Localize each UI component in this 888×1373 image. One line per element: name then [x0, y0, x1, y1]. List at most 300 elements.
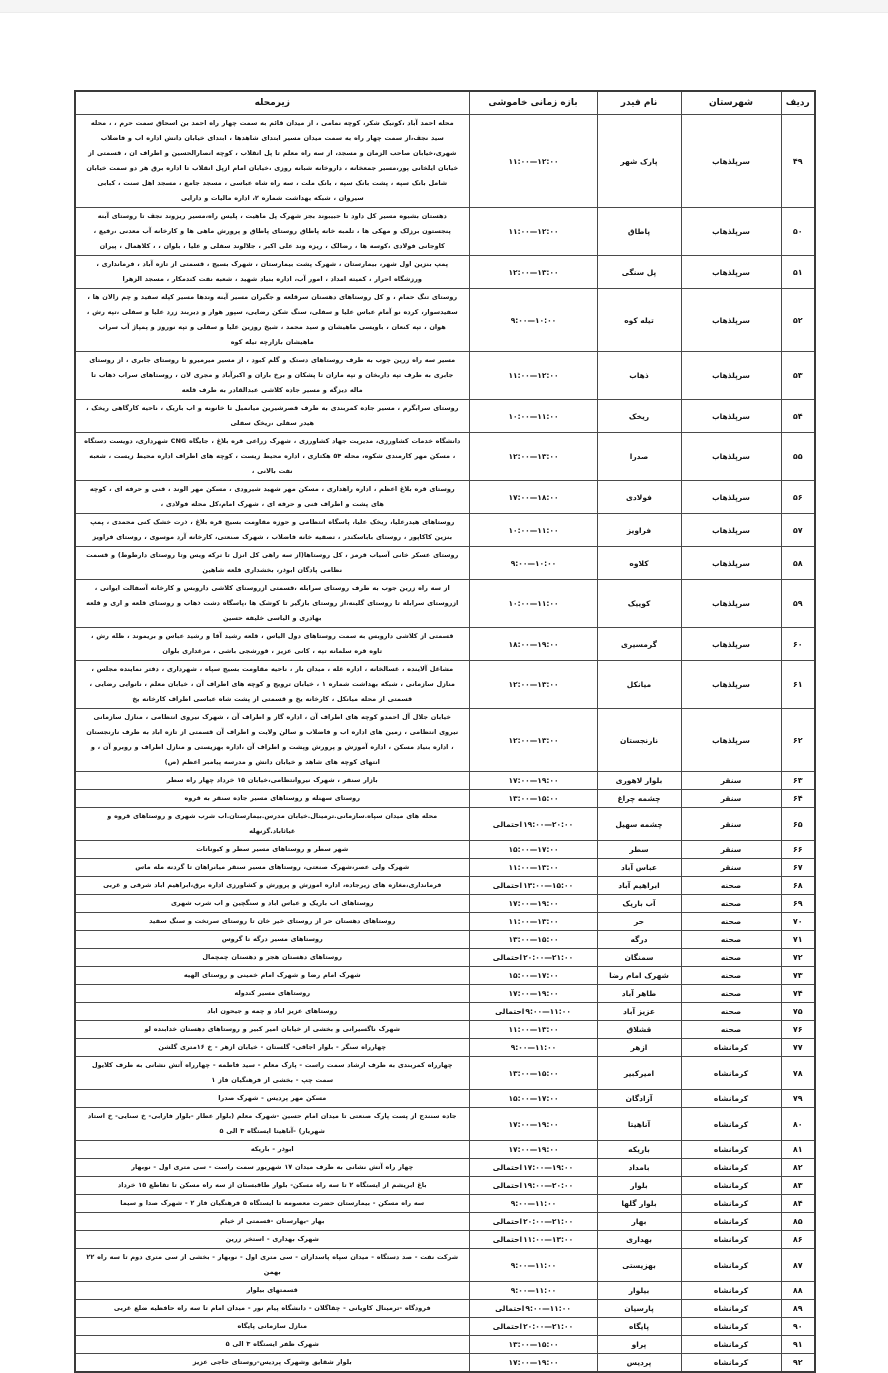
outage-time-cell [469, 790, 597, 808]
row-number-cell: ۸۲ [781, 1159, 815, 1177]
row-number-cell: ۷۲ [781, 949, 815, 967]
outage-time-range: ۱۲:۰۰—۱۳:۰۰ [508, 735, 559, 745]
top-gray-strip [0, 0, 888, 13]
table-row [75, 514, 815, 547]
table-row [75, 895, 815, 913]
outage-time-cell [469, 859, 597, 877]
subarea-cell: باغ ابریشم از ایستگاه ۲ تا سه راه مسکن- بلوار طاقبستان از سه راه مسکن تا تقاطع ۱۵ خرداد [75, 1177, 469, 1195]
row-number-cell: ۷۰ [781, 913, 815, 931]
outage-time-cell [469, 628, 597, 661]
subarea-cell: شهرک بهداری - استخر زرین [75, 1231, 469, 1249]
outage-time-range: ۹:۰۰—۱۱:۰۰ [525, 1007, 571, 1016]
row-number-cell: ۷۸ [781, 1057, 815, 1090]
county-cell: سنقر [681, 841, 781, 859]
outage-time-range: ۱۷:۰۰—۱۹:۰۰ [508, 776, 559, 785]
outage-probable-note: احتمالی [492, 1322, 523, 1331]
row-number-cell: ۵۸ [781, 547, 815, 580]
table-row [75, 256, 815, 289]
outage-time-range: ۱۷:۰۰—۱۹:۰۰ [523, 1163, 574, 1172]
subarea-cell: روستای سرابگرم ، مسیر جاده کمربندی به طرف قصرشیرین میانمیل تا خانونه و اب باریک ، ناحیه کارگاهی ریخک ، هیدر سفلی ،ریخک سفلی [75, 400, 469, 433]
row-number-cell: ۵۴ [781, 400, 815, 433]
feeder-cell: درگه [597, 931, 681, 949]
subarea-cell: خیابان جلال آل احمدو کوچه های اطراف آن ، اداره گاز و اطراف آن ، شهرک نیروی انتظامی ، منازل سازمانی نیروی انتظامی ، زمین های اداره اب و فاضلاب و سالن ولایت و اطراف آن قسمتی از تازه اباد به طرف نارنجستان ، اداره بنیاد مسکن ، اداره آموزش و پرورش وپشت و اطراف آن ،اداره بهزیستی و منازل اطراف و روبرو آن ، و انتهای کوچه های شاهد و خیابان دانش و مدرسه پیامبر اعظم (ص) [75, 709, 469, 772]
table-row [75, 913, 815, 931]
col-header-feeder: نام فیدر [597, 91, 681, 115]
outage-time-cell [469, 1021, 597, 1039]
table-row [75, 1108, 815, 1141]
table-row [75, 352, 815, 400]
outage-probable-note: احتمالی [492, 881, 523, 890]
feeder-cell: پراو [597, 1336, 681, 1354]
outage-time-range: ۱۱:۰۰—۱۲:۰۰ [508, 156, 559, 166]
table-row [75, 1090, 815, 1108]
feeder-cell: بهار [597, 1213, 681, 1231]
feeder-cell: صدرا [597, 433, 681, 481]
outage-time-cell [469, 913, 597, 931]
feeder-cell: گرمسیری [597, 628, 681, 661]
outage-time-range: ۱۳:۰۰—۱۵:۰۰ [523, 881, 574, 890]
outage-time-cell [469, 1057, 597, 1090]
table-row [75, 1141, 815, 1159]
county-cell: صحنه [681, 895, 781, 913]
col-header-outage-time: بازه زمانی خاموشی [469, 91, 597, 115]
table-row [75, 1336, 815, 1354]
county-cell: صحنه [681, 967, 781, 985]
feeder-cell: پاطاق [597, 208, 681, 256]
county-cell: صحنه [681, 1021, 781, 1039]
subarea-cell: قسمتهای بیلوار [75, 1282, 469, 1300]
table-row [75, 808, 815, 841]
subarea-cell: شهرک ولی عصر،شهرک صنعتی، روستاهای مسیر سنقر میانراهان تا گردنه مله ماس [75, 859, 469, 877]
outage-time-range: ۹:۰۰—۱۱:۰۰ [510, 1260, 557, 1270]
county-cell: سرپلذهاب [681, 661, 781, 709]
col-header-row-number: ردیف [781, 91, 815, 115]
row-number-cell: ۷۶ [781, 1021, 815, 1039]
table-row [75, 877, 815, 895]
subarea-cell: شهرک ظفر ایستگاه ۳ الی ۵ [75, 1336, 469, 1354]
county-cell: سنقر [681, 790, 781, 808]
outage-time-cell [469, 1141, 597, 1159]
outage-time-range: ۱۱:۰۰—۱۲:۰۰ [508, 227, 559, 236]
outage-time-cell [469, 514, 597, 547]
outage-time-cell [469, 1336, 597, 1354]
outage-time-cell [469, 967, 597, 985]
outage-time-range: ۱۵:۰۰—۱۷:۰۰ [508, 845, 559, 854]
outage-time-range: ۱۹:۰۰—۲۰:۰۰ [523, 1181, 574, 1190]
subarea-cell: روستای عسکر خانی آسیاب قرمز ، کل روستاها(از سه راهی کل انزل تا ترکه ویس وتا روستای دارطوط) و قسمت نظامی پادگان ابوذر، بخشداری قلعه شاهین [75, 547, 469, 580]
table-row [75, 433, 815, 481]
subarea-cell: روستاهای مسیر درگه تا گروس [75, 931, 469, 949]
feeder-cell: ذهاب [597, 352, 681, 400]
subarea-cell: مشاغل آلاینده ، غسالخانه ، اداره غله ، میدان بار ، ناحیه مقاومت بسیج سپاه ، شهرداری ، دفتر نماینده مجلس ، منازل سازمانی ، شبکه بهداشت شماره ۱ ، خیابان ترویج و کوچه های اطراف آن ، خیابان معلم ، نانوایی رضایی ، قسمتی از محله میانکل ، کارخانه یخ و قسمتی از پشت شاه عباسی اطراف کارخانه یخ [75, 661, 469, 709]
table-row [75, 1195, 815, 1213]
feeder-cell: بلوار گلها [597, 1195, 681, 1213]
subarea-cell: روستاهای دهستان هجر و دهستان چمچمال [75, 949, 469, 967]
subarea-cell: مسیر سه راه زرین جوب به طرف روستاهای دستک و گلم کبود ، از مسیر میرمیرو تا روستای جابری ، از روستای جابری به طرف تپه داربخان و تپه ماران تا پشکان و برخ باران و اکبرآباد و مجری لان ، روستاهای سراب ذهاب تا ماله دیزگه و مسیر جاده کلاشی عبدالقادر به طرف قلعه [75, 352, 469, 400]
feeder-cell: عزیز آباد [597, 1003, 681, 1021]
feeder-cell: کلاوه [597, 547, 681, 580]
table-row [75, 289, 815, 352]
row-number-cell: ۷۳ [781, 967, 815, 985]
county-cell: صحنه [681, 931, 781, 949]
outage-time-range: ۹:۰۰—۱۱:۰۰ [510, 1043, 557, 1052]
table-row [75, 1039, 815, 1057]
outage-time-cell [469, 1231, 597, 1249]
outage-time-range: ۹:۰۰—۱۱:۰۰ [525, 1304, 571, 1313]
row-number-cell: ۸۴ [781, 1195, 815, 1213]
feeder-cell: چشمه چراغ [597, 790, 681, 808]
subarea-cell: چهارراه کمربندی به طرف ارشاد سمت راست - پارک معلم - سید فاطمه - چهارراه آتش نشانی به طرف کلایول سمت چپ - بخشی از فرهنگیان فاز ۱ [75, 1057, 469, 1090]
county-cell: کرمانشاه [681, 1090, 781, 1108]
outage-time-cell [469, 1003, 597, 1021]
row-number-cell: ۷۷ [781, 1039, 815, 1057]
outage-probable-note: احتمالی [492, 1181, 523, 1190]
county-cell: سنقر [681, 808, 781, 841]
table-row [75, 1003, 815, 1021]
feeder-cell: ریخک [597, 400, 681, 433]
feeder-cell: آزادگان [597, 1090, 681, 1108]
county-cell: کرمانشاه [681, 1318, 781, 1336]
subarea-cell: محله های میدان سپاه.سازمانی.ترمینال.خیابان مدرس.بیمارستان.اب شرب شهری و روستاهای قروه و غیاثاباد.گزنهله [75, 808, 469, 841]
table-row [75, 967, 815, 985]
county-cell: کرمانشاه [681, 1213, 781, 1231]
row-number-cell: ۸۳ [781, 1177, 815, 1195]
table-row [75, 1282, 815, 1300]
outage-time-range: ۹:۰۰—۱۱:۰۰ [510, 1286, 557, 1295]
county-cell: کرمانشاه [681, 1249, 781, 1282]
outage-time-cell [469, 1177, 597, 1195]
row-number-cell: ۸۰ [781, 1108, 815, 1141]
table-header-row [75, 91, 815, 115]
feeder-cell: بلوار لاهوری [597, 772, 681, 790]
outage-time-cell [469, 547, 597, 580]
subarea-cell: فرودگاه -ترمینال کاویانی - چقاگلان - دانشگاه پیام نور - میدان امام تا سه راه حافظیه ضلع غربی [75, 1300, 469, 1318]
outage-time-cell [469, 1159, 597, 1177]
feeder-cell: قشلاق [597, 1021, 681, 1039]
feeder-cell: بهداری [597, 1231, 681, 1249]
row-number-cell: ۵۹ [781, 580, 815, 628]
outage-time-cell [469, 400, 597, 433]
subarea-cell: روستای تنگ حمام ، و کل روستاهای دهستان سرقلعه و جگیران مسیر آینه وندها مسیر کپله سفید و چم زالان ها ، سفیدسوار، کرده نو آمام عباس علیا و سفلی، سنگ شکن رضایی، سپور هوار و دیربند زرد علیا و سفلی ،تپه رش ، هوان ، تپه کنعان ، باویسی ماهیشان و سید محمد ، شیخ روزین علیا و سفلی و تپه نوروز و پمپاژ آب سراب ماهیشان بازارچه تیله کوه [75, 289, 469, 352]
feeder-cell: پارسیان [597, 1300, 681, 1318]
subarea-cell: چهارراه سنگر - بلوار اجاقی- گلستان - خیابان ازهر - خ ۱۶متری گلشن [75, 1039, 469, 1057]
table-row [75, 1021, 815, 1039]
county-cell: کرمانشاه [681, 1177, 781, 1195]
table-row [75, 1231, 815, 1249]
row-number-cell: ۸۱ [781, 1141, 815, 1159]
outage-time-cell [469, 931, 597, 949]
outage-time-cell [469, 895, 597, 913]
feeder-cell: کوییک [597, 580, 681, 628]
county-cell: صحنه [681, 913, 781, 931]
row-number-cell: ۶۴ [781, 790, 815, 808]
row-number-cell: ۶۲ [781, 709, 815, 772]
outage-time-range: ۱۷:۰۰—۱۹:۰۰ [508, 1145, 559, 1154]
outage-time-range: ۱۵:۰۰—۱۷:۰۰ [508, 1094, 559, 1103]
feeder-cell: بهزیستی [597, 1249, 681, 1282]
row-number-cell: ۶۳ [781, 772, 815, 790]
outage-time-cell [469, 661, 597, 709]
outage-probable-note: احتمالی [492, 953, 523, 962]
county-cell: کرمانشاه [681, 1108, 781, 1141]
row-number-cell: ۷۹ [781, 1090, 815, 1108]
table-row [75, 1057, 815, 1090]
subarea-cell: بازار سنقر ، شهرک نیروانتظامی،خیابان ۱۵ خرداد چهار راه سطر [75, 772, 469, 790]
outage-probable-note: احتمالی [492, 1235, 523, 1244]
subarea-cell: شهرک ناگسیرانی و بخشی از خیابان امیر کبیر و روستاهای دهستان خدابنده لو [75, 1021, 469, 1039]
county-cell: سرپلذهاب [681, 481, 781, 514]
outage-time-cell [469, 1249, 597, 1282]
row-number-cell: ۵۰ [781, 208, 815, 256]
row-number-cell: ۶۱ [781, 661, 815, 709]
outage-time-range: ۱۸:۰۰—۱۹:۰۰ [508, 639, 559, 649]
feeder-cell: امیرکبیر [597, 1057, 681, 1090]
feeder-cell: بیلوار [597, 1282, 681, 1300]
county-cell: کرمانشاه [681, 1039, 781, 1057]
outage-time-cell [469, 877, 597, 895]
table-row [75, 115, 815, 208]
feeder-cell: عباس آباد [597, 859, 681, 877]
outage-time-range: ۱۱:۰۰—۱۳:۰۰ [508, 1025, 559, 1034]
table-row [75, 1159, 815, 1177]
row-number-cell: ۴۹ [781, 115, 815, 208]
subarea-cell: جاده سنندج از پست پارک صنعتی تا میدان امام حسین -شهرک معلم (بلوار عطار -بلوار فارابی- خ سنایی- خ استاد شهریار) -آناهیتا ایستگاه ۳ الی ۵ [75, 1108, 469, 1141]
county-cell: سرپلذهاب [681, 709, 781, 772]
outage-time-range: ۱۱:۰۰—۱۳:۰۰ [508, 863, 559, 872]
row-number-cell: ۸۵ [781, 1213, 815, 1231]
outage-time-cell [469, 289, 597, 352]
outage-time-cell [469, 985, 597, 1003]
table-row [75, 985, 815, 1003]
subarea-cell: از سه راه زرین جوب به طرف روستای سرابله ،قسمتی ازروستای کلاشی داروبس و کارخانه آسفالت ایوانی ، ازروستای سرابله تا روستای گلینه،از روستای بازگیر تا کوشک ها ،پاسگاه دشت ذهاب و روستای قلعه و اری و قلعه بهادری و الیاسی خلیفه حسین [75, 580, 469, 628]
row-number-cell: ۹۱ [781, 1336, 815, 1354]
table-row [75, 1354, 815, 1373]
county-cell: سرپلذهاب [681, 115, 781, 208]
col-header-county: شهرستان [681, 91, 781, 115]
outage-time-range: ۱۳:۰۰—۱۵:۰۰ [508, 1340, 559, 1349]
feeder-cell: بامداد [597, 1159, 681, 1177]
subarea-cell: سه راه مسکن - بیمارستان حضرت معصومه تا ایستگاه ۵ فرهنگیان فاز ۲ - شهرک صدا و سیما [75, 1195, 469, 1213]
subarea-cell: بلوار شقایق وشهرک پردیس-روستای حاجی عزیز [75, 1354, 469, 1373]
outage-probable-note: احتمالی [495, 1304, 525, 1313]
outage-time-range: ۹:۰۰—۱۰:۰۰ [510, 315, 557, 325]
county-cell: سرپلذهاب [681, 256, 781, 289]
county-cell: کرمانشاه [681, 1141, 781, 1159]
feeder-cell: میانکل [597, 661, 681, 709]
row-number-cell: ۶۵ [781, 808, 815, 841]
row-number-cell: ۶۹ [781, 895, 815, 913]
outage-time-range: ۱۷:۰۰—۱۹:۰۰ [508, 1358, 559, 1367]
outage-time-range: ۱۳:۰۰—۱۵:۰۰ [508, 1068, 559, 1078]
table-row [75, 628, 815, 661]
feeder-cell: آب باریک [597, 895, 681, 913]
county-cell: سرپلذهاب [681, 289, 781, 352]
subarea-cell: روستاهای اب باریک و عباس اباد و سنگچین و اب شرب شهری [75, 895, 469, 913]
subarea-cell: قسمتی از کلاشی داروبس به سمت روستاهای دول الیاس ، قلعه رشید آقا و رشید عباس و بریموند ، ظله رش ، تاوه قره سلمانه تپه ، کانی عزیز ، قورشجی باشی ، مرغداری بلوان [75, 628, 469, 661]
county-cell: سنقر [681, 859, 781, 877]
feeder-cell: شهرک امام رضا [597, 967, 681, 985]
outage-probable-note: احتمالی [492, 1217, 523, 1226]
outage-probable-note: احتمالی [492, 1163, 523, 1172]
outage-time-range: ۱۲:۰۰—۱۳:۰۰ [508, 452, 559, 461]
outage-time-cell [469, 1108, 597, 1141]
outage-time-cell [469, 1282, 597, 1300]
county-cell: سرپلذهاب [681, 580, 781, 628]
subarea-cell: منازل سازمانی پایگاه [75, 1318, 469, 1336]
table-row [75, 709, 815, 772]
outage-time-cell [469, 808, 597, 841]
outage-time-cell [469, 256, 597, 289]
table-row [75, 661, 815, 709]
outage-time-cell [469, 841, 597, 859]
outage-time-range: ۱۷:۰۰—۱۹:۰۰ [508, 989, 559, 998]
feeder-cell: پارک شهر [597, 115, 681, 208]
outage-time-cell [469, 352, 597, 400]
county-cell: کرمانشاه [681, 1057, 781, 1090]
county-cell: کرمانشاه [681, 1159, 781, 1177]
outage-time-range: ۱۷:۰۰—۱۹:۰۰ [508, 1119, 559, 1129]
outage-time-range: ۱۷:۰۰—۱۹:۰۰ [508, 899, 559, 908]
outage-time-range: ۹:۰۰—۱۰:۰۰ [510, 558, 557, 568]
row-number-cell: ۸۹ [781, 1300, 815, 1318]
row-number-cell: ۶۸ [781, 877, 815, 895]
subarea-cell: روستای سهنله و روستاهای مسیر جاده سنقر به قروه [75, 790, 469, 808]
feeder-cell: ازهر [597, 1039, 681, 1057]
outage-time-cell [469, 1354, 597, 1373]
col-header-subarea: زیرمحله [75, 91, 469, 115]
outage-time-range: ۱۰:۰۰—۱۱:۰۰ [508, 525, 559, 535]
row-number-cell: ۶۰ [781, 628, 815, 661]
row-number-cell: ۵۱ [781, 256, 815, 289]
row-number-cell: ۷۱ [781, 931, 815, 949]
feeder-cell: تیله کوه [597, 289, 681, 352]
county-cell: سرپلذهاب [681, 208, 781, 256]
county-cell: کرمانشاه [681, 1354, 781, 1373]
feeder-cell: باریکه [597, 1141, 681, 1159]
table-row [75, 400, 815, 433]
feeder-cell: پردیس [597, 1354, 681, 1373]
outage-time-range: ۱۲:۰۰—۱۳:۰۰ [508, 267, 559, 277]
county-cell: سرپلذهاب [681, 514, 781, 547]
feeder-cell: چشمه سهیل [597, 808, 681, 841]
table-row [75, 772, 815, 790]
table-row [75, 1213, 815, 1231]
row-number-cell: ۷۴ [781, 985, 815, 1003]
outage-probable-note: احتمالی [495, 1007, 525, 1016]
county-cell: سرپلذهاب [681, 433, 781, 481]
subarea-cell: پمپ بنزین اول شهر، بیمارستان ، شهرک پشت بیمارستان ، شهرک بسیج ، قسمتی از تازه آباد ، فرمانداری ، ورزشگاه احرار ، کمیته امداد ، امور آب، اداره بنیاد شهید ، شعبه نفت کندمکار ، مسجد الزهرا [75, 256, 469, 289]
row-number-cell: ۵۷ [781, 514, 815, 547]
county-cell: صحنه [681, 877, 781, 895]
outage-time-cell [469, 1318, 597, 1336]
county-cell: سنقر [681, 772, 781, 790]
row-number-cell: ۸۶ [781, 1231, 815, 1249]
row-number-cell: ۸۸ [781, 1282, 815, 1300]
outage-time-cell [469, 580, 597, 628]
county-cell: صحنه [681, 949, 781, 967]
table-row [75, 790, 815, 808]
table-row [75, 208, 815, 256]
row-number-cell: ۸۷ [781, 1249, 815, 1282]
outage-time-cell [469, 208, 597, 256]
feeder-cell: سطر [597, 841, 681, 859]
table-row [75, 1318, 815, 1336]
subarea-cell: چهار راه آتش نشانی به طرف میدان ۱۷ شهریور سمت راست - سی متری اول - نوبهار [75, 1159, 469, 1177]
outage-time-cell [469, 1213, 597, 1231]
feeder-cell: طاهر آباد [597, 985, 681, 1003]
outage-time-cell [469, 433, 597, 481]
subarea-cell: روستاهای هیدرعلیا، ریخک علیا، پاسگاه انتظامی و حوزه مقاومت بسیج قره بلاغ ، ذرت خشک کنی محمدی ، پمپ بنزین کاکاپور ، روستای باباسکندر ، تصفیه خانه فاضلاب ، شهرک صنعتی، کارخانه آرد موسوی ، روستای فراویز [75, 514, 469, 547]
county-cell: کرمانشاه [681, 1195, 781, 1213]
table-row [75, 481, 815, 514]
feeder-cell: فولادی [597, 481, 681, 514]
feeder-cell: فراویز [597, 514, 681, 547]
outage-table [74, 90, 816, 1373]
outage-probable-note: احتمالی [492, 819, 523, 829]
outage-time-cell [469, 1039, 597, 1057]
outage-time-range: ۱۱:۰۰—۱۳:۰۰ [523, 1235, 574, 1244]
row-number-cell: ۵۶ [781, 481, 815, 514]
row-number-cell: ۶۶ [781, 841, 815, 859]
table-row [75, 841, 815, 859]
outage-time-range: ۲۰:۰۰—۲۱:۰۰ [523, 1217, 574, 1226]
table-row [75, 859, 815, 877]
county-cell: کرمانشاه [681, 1231, 781, 1249]
county-cell: کرمانشاه [681, 1336, 781, 1354]
county-cell: سرپلذهاب [681, 400, 781, 433]
outage-schedule-document [74, 90, 814, 1373]
outage-time-range: ۱۷:۰۰—۱۸:۰۰ [508, 492, 559, 502]
subarea-cell: شهر سطر و روستاهای مسیر سطر و کیوناتات [75, 841, 469, 859]
table-row [75, 931, 815, 949]
outage-time-cell [469, 1195, 597, 1213]
outage-time-range: ۱۱:۰۰—۱۳:۰۰ [508, 917, 559, 926]
outage-time-range: ۲۰:۰۰—۲۱:۰۰ [523, 1322, 574, 1331]
county-cell: کرمانشاه [681, 1300, 781, 1318]
row-number-cell: ۹۰ [781, 1318, 815, 1336]
subarea-cell: مسکن مهر پردیس - شهرک صدرا [75, 1090, 469, 1108]
feeder-cell: آناهیتا [597, 1108, 681, 1141]
county-cell: صحنه [681, 1003, 781, 1021]
row-number-cell: ۹۲ [781, 1354, 815, 1373]
outage-time-range: ۱۹:۰۰—۲۰:۰۰ [523, 819, 574, 829]
subarea-cell: دهستان بشیوه مسیر کل داود تا حبیبوند بجز شهرک پل ماهیت ، پلیس راه،مسیر ریزوند نجف تا روستای آبنه پنجستون برزلک و مهکی ها ، تلمبه خانه پاطاق روستای پاطاق و پرورش ماهی ها و کارخانه آب معدنی ،رفیع ، کاوجانی فولادی ،کوسه ها ، رضالک ، ریزه وند علی اکبر ، جلالوند سفلی و علیا ، بلوان ، ، کلاهمال ، پیران [75, 208, 469, 256]
row-number-cell: ۵۵ [781, 433, 815, 481]
outage-time-range: ۱۰:۰۰—۱۱:۰۰ [508, 599, 559, 608]
feeder-cell: پایگاه [597, 1318, 681, 1336]
table-row [75, 1249, 815, 1282]
table-body [75, 115, 815, 1373]
feeder-cell: حر [597, 913, 681, 931]
feeder-cell: نارنجستان [597, 709, 681, 772]
subarea-cell: فرمانداری،مغازه های زیرجاده، اداره اموزش و پرورش و کشاورزی اداره برق،ابراهیم اباد شرقی و غربی [75, 877, 469, 895]
outage-time-range: ۱۳:۰۰—۱۵:۰۰ [508, 935, 559, 944]
table-row [75, 547, 815, 580]
table-row [75, 1177, 815, 1195]
feeder-cell: ابراهیم آباد [597, 877, 681, 895]
row-number-cell: ۷۵ [781, 1003, 815, 1021]
subarea-cell: روستاهای مسیر کندوله [75, 985, 469, 1003]
subarea-cell: روستاهای عزیز اباد و چمه و جیحون اباد [75, 1003, 469, 1021]
subarea-cell: شرکت نفت - صد دستگاه - میدان سپاه پاسداران - سی متری اول - نوبهار - بخشی از سی متری دوم تا سه راه ۲۲ بهمن [75, 1249, 469, 1282]
feeder-cell: بلوار [597, 1177, 681, 1195]
outage-time-range: ۱۱:۰۰—۱۲:۰۰ [508, 371, 559, 380]
table-row [75, 580, 815, 628]
outage-time-cell [469, 772, 597, 790]
outage-time-cell [469, 709, 597, 772]
subarea-cell: روستای قره بلاغ اعظم ، اداره راهداری ، مسکن مهر شهید شیرودی ، مسکن مهر الوند ، فنی و حرفه ای ، کوچه های پشت و اطراف فنی و حرفه ای ، شهرک امام،کل محله فولادی ، [75, 481, 469, 514]
outage-time-range: ۱۰:۰۰—۱۱:۰۰ [508, 411, 559, 421]
